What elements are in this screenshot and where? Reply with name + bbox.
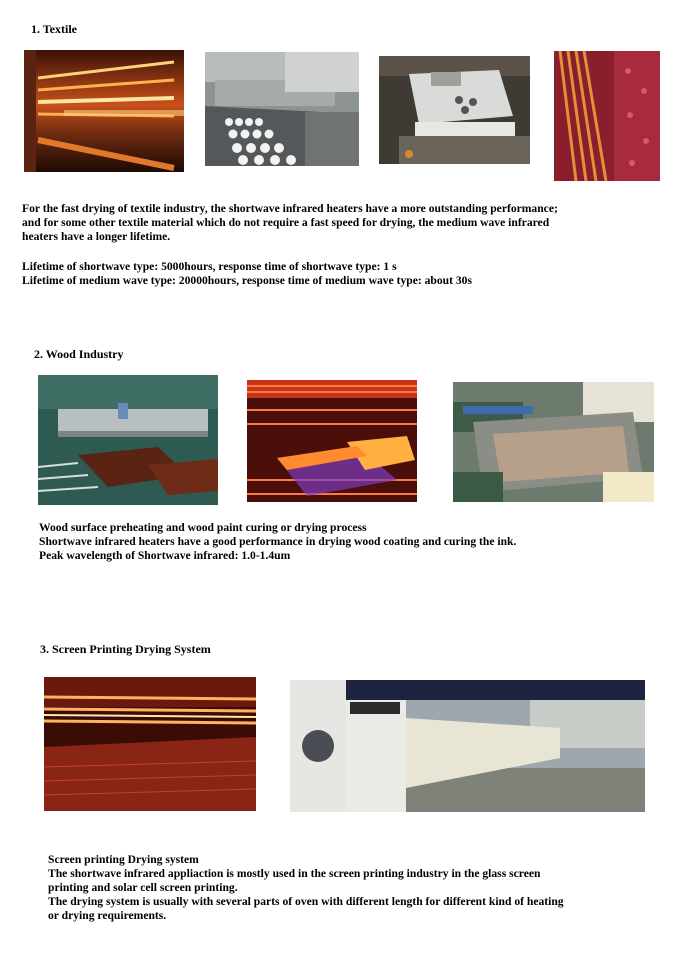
photo-textile-heater-box: [379, 56, 530, 164]
section-heading-screen-printing: 3. Screen Printing Drying System: [40, 642, 211, 656]
text-line: Wood surface preheating and wood paint curing or drying process: [39, 521, 367, 534]
text-line: heaters have a longer lifetime.: [22, 230, 171, 243]
photo-screen-printing-oven-line: [290, 680, 645, 812]
section-heading-wood: 2. Wood Industry: [34, 347, 124, 361]
text-line: or drying requirements.: [48, 909, 167, 922]
text-line: Shortwave infrared heaters have a good performance in drying wood coating and curing the ink.: [39, 535, 517, 548]
text-line: printing and solar cell screen printing.: [48, 881, 238, 894]
text-line: and for some other textile material which do not require a fast speed for drying, the medium wave infrared: [22, 216, 550, 229]
photo-screen-printing-ir-tubes: [44, 677, 256, 811]
photo-wood-conveyor: [38, 375, 218, 505]
photo-textile-heater-tunnel: [24, 50, 184, 172]
photo-wood-ir-heating: [247, 380, 417, 502]
text-line: For the fast drying of textile industry, the shortwave infrared heaters have a more outstanding performance;: [22, 202, 558, 215]
section-text-textile: [22, 202, 558, 288]
photo-textile-roller-machine: [205, 52, 359, 166]
text-line: Screen printing Drying system: [48, 853, 199, 866]
spec-line: Lifetime of medium wave type: 20000hours, response time of medium wave type: about 30s: [22, 274, 472, 287]
spec-line: Lifetime of shortwave type: 5000hours, response time of shortwave type: 1 s: [22, 260, 397, 273]
text-line: The shortwave infrared appliaction is mostly used in the screen printing industry in the glass screen: [48, 867, 541, 880]
photo-textile-closeup: [554, 51, 660, 181]
section-heading-textile: 1. Textile: [31, 22, 78, 36]
text-line: The drying system is usually with several parts of oven with different length for different kind of heating: [48, 895, 564, 908]
section-text-screen-printing: [48, 853, 564, 923]
photo-wood-production-line: [453, 382, 654, 502]
section-text-wood: [39, 521, 516, 563]
text-line: Peak wavelength of Shortwave infrared: 1.0-1.4um: [39, 549, 291, 562]
